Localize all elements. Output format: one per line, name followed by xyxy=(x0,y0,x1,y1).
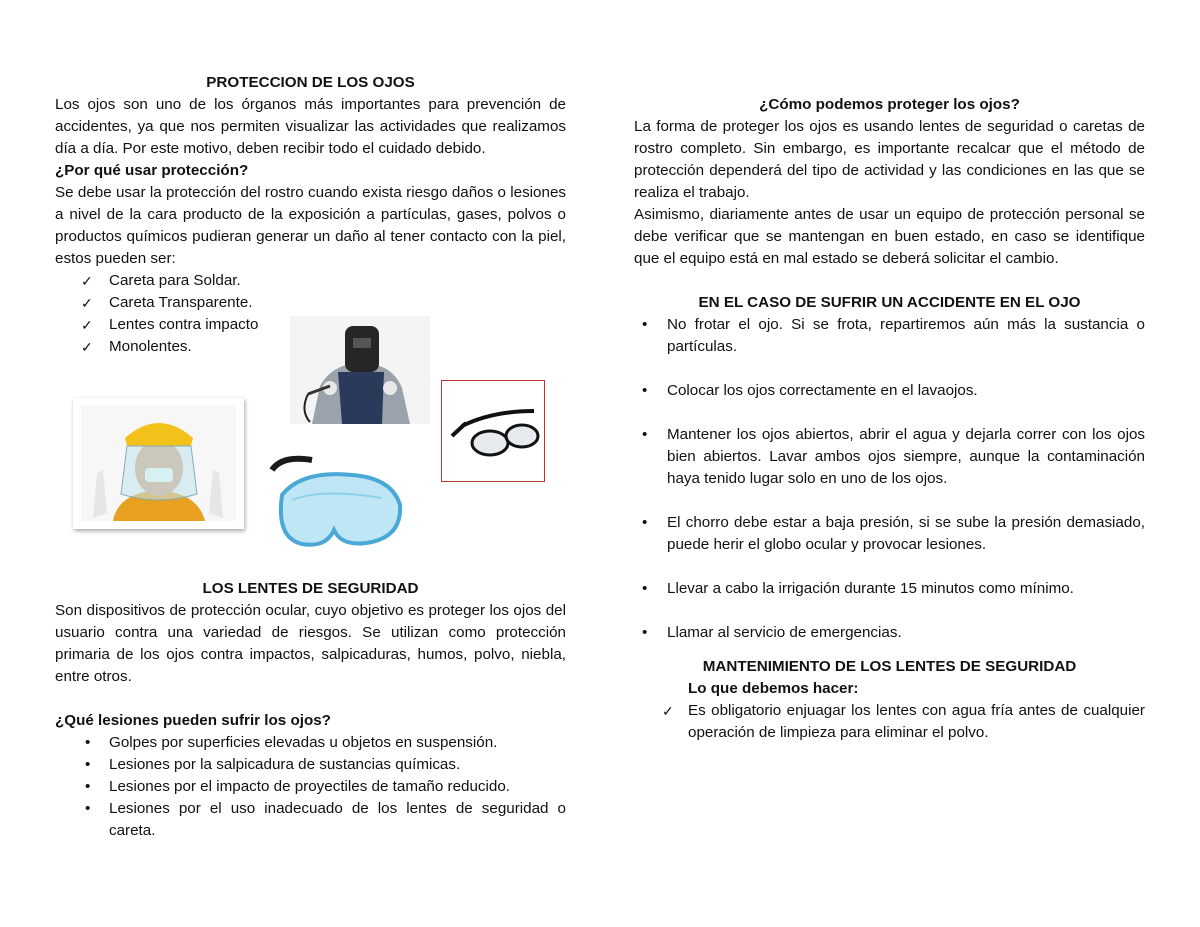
maintenance-list xyxy=(634,700,1145,744)
how-paragraph-2: Asimismo, diariamente antes de usar un equipo de protección personal se debe verificar que se mantengan en buen estado, en caso se identifique que el equipo está en mal estado se deberá solicitar el cambio. xyxy=(634,206,1145,267)
accident-heading: EN EL CASO DE SUFRIR UN ACCIDENTE EN EL OJO xyxy=(698,294,1081,311)
check-icon: ✓ xyxy=(81,273,93,289)
check-icon: ✓ xyxy=(81,339,93,355)
how-paragraph-1: La forma de proteger los ojos es usando lentes de seguridad o caretas de rostro completo. Sin embargo, es importante recalcar que el método de protección dependerá del tipo de actividad y las condiciones en las que se realiza el trabajo. xyxy=(634,118,1145,201)
check-icon: ✓ xyxy=(81,317,93,333)
bullet-dot-icon: • xyxy=(85,734,91,751)
face-shield-photo xyxy=(73,398,244,529)
maintenance-heading: MANTENIMIENTO DE LOS LENTES DE SEGURIDAD xyxy=(702,658,1077,675)
maintenance-subheading: Lo que debemos hacer: xyxy=(688,680,859,697)
injuries-heading: ¿Qué lesiones pueden sufrir los ojos? xyxy=(55,712,331,729)
list-item: • El chorro debe estar a baja presión, si se sube la presión demasiado, puede herir el globo ocular y provocar lesiones. xyxy=(642,514,1145,553)
list-item: ✓ Lentes contra impacto xyxy=(55,314,566,336)
right-column xyxy=(634,94,1145,744)
why-heading: ¿Por qué usar protección? xyxy=(55,162,249,179)
left-column-lower xyxy=(55,578,566,842)
bullet-dot-icon: • xyxy=(85,778,91,795)
list-item: • Llevar a cabo la irrigación durante 15 minutos como mínimo. xyxy=(634,578,1145,600)
list-item: ✓ Careta para Soldar. xyxy=(55,270,566,292)
title-safety-glasses: LOS LENTES DE SEGURIDAD xyxy=(202,580,419,597)
intro-paragraph: Los ojos son uno de los órganos más importantes para prevención de accidentes, ya que nos permiten visualizar las actividades que realizamos día a día. Por este motivo, deben recibir todo el cuidado debido. xyxy=(55,96,566,157)
list-item: • Golpes por superficies elevadas u objetos en suspensión. xyxy=(55,732,566,754)
goggles-photo xyxy=(262,450,406,552)
list-item: • Llamar al servicio de emergencias. xyxy=(634,622,1145,644)
bullet-dot-icon: • xyxy=(642,316,648,333)
bullet-dot-icon: • xyxy=(642,514,648,531)
bullet-dot-icon: • xyxy=(642,382,648,399)
list-item: ✓ Es obligatorio enjuagar los lentes con agua fría antes de cualquier operación de limpieza para eliminar el polvo. xyxy=(662,702,1145,741)
welder-photo xyxy=(290,316,430,424)
how-heading: ¿Cómo podemos proteger los ojos? xyxy=(759,96,1020,113)
list-item: • Mantener los ojos abiertos, abrir el agua y dejarla correr con los ojos bien abiertos. Lavar ambos ojos siempre, aunque la contaminación haya tenido lugar solo en uno de los ojos. xyxy=(642,426,1145,487)
list-item: • Lesiones por el uso inadecuado de los lentes de seguridad o careta. xyxy=(85,800,566,839)
check-icon: ✓ xyxy=(662,703,674,719)
injuries-list xyxy=(55,732,566,842)
list-item: • No frotar el ojo. Si se frota, repartiremos aún más la sustancia o partículas. xyxy=(642,316,1145,355)
bullet-dot-icon: • xyxy=(85,800,91,817)
list-item: • Lesiones por la salpicadura de sustancias químicas. xyxy=(55,754,566,776)
list-item: • Lesiones por el impacto de proyectiles de tamaño reducido. xyxy=(55,776,566,798)
list-item: • Colocar los ojos correctamente en el lavaojos. xyxy=(634,380,1145,402)
safety-glasses-photo xyxy=(441,380,545,482)
bullet-dot-icon: • xyxy=(642,426,648,443)
check-icon: ✓ xyxy=(81,295,93,311)
list-item: ✓ Monolentes. xyxy=(55,336,566,358)
bullet-dot-icon: • xyxy=(85,756,91,773)
bullet-dot-icon: • xyxy=(642,624,648,641)
bullet-dot-icon: • xyxy=(642,580,648,597)
title-eye-protection: PROTECCION DE LOS OJOS xyxy=(206,74,415,91)
accident-list xyxy=(634,314,1145,644)
why-paragraph: Se debe usar la protección del rostro cuando exista riesgo daños o lesiones a nivel de la cara producto de la exposición a partículas, gases, polvos o productos químicos pudieran generar un daño al tener contacto con la piel, estos pueden ser: xyxy=(55,184,566,267)
lenses-paragraph: Son dispositivos de protección ocular, cuyo objetivo es proteger los ojos del usuario contra una variedad de riesgos. Se utilizan como protección primaria de los ojos contra impactos, salpicaduras, humos, polvo, niebla, entre otros. xyxy=(55,602,566,685)
list-item: ✓ Careta Transparente. xyxy=(55,292,566,314)
